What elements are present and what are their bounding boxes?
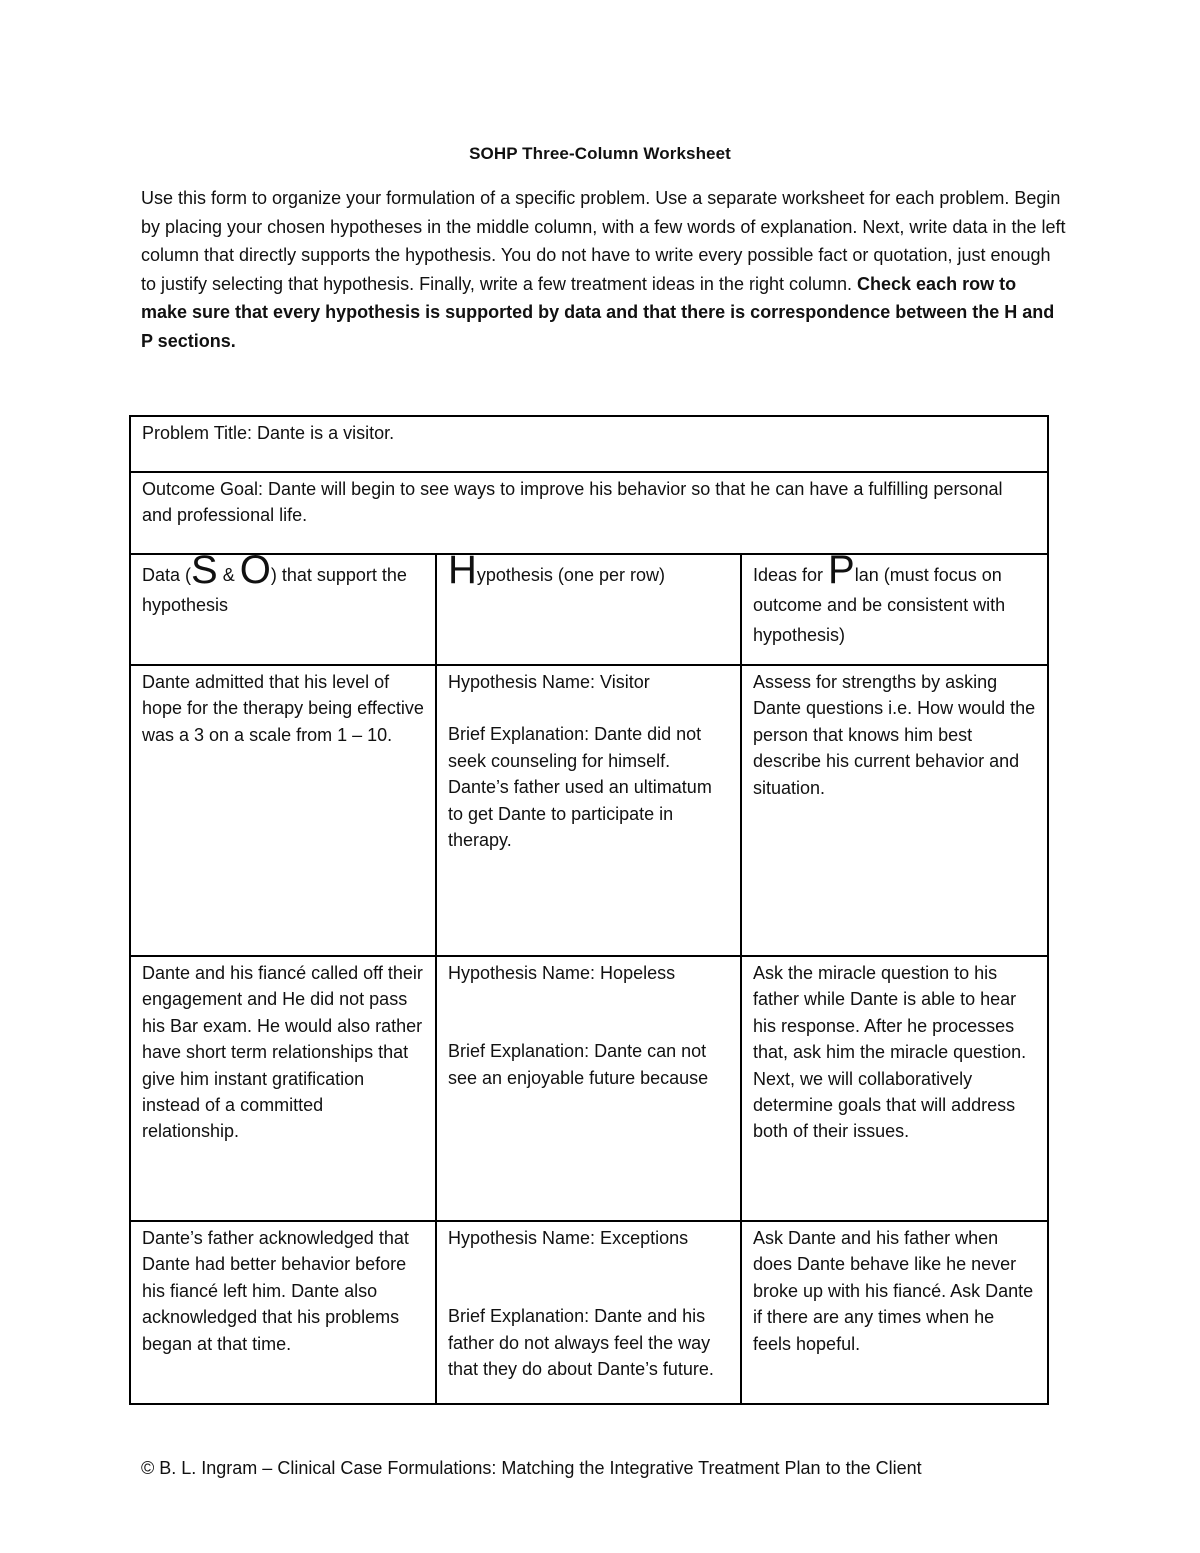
hypothesis-name: Hypothesis Name: Exceptions (448, 1228, 689, 1248)
data-header-prefix: Data ( (142, 565, 192, 585)
outcome-goal-row (130, 472, 1048, 554)
data-text: Dante and his fiancé called off their engagement and He did not pass his Bar exam. He would also rather have short term relationships that give him instant gratification instead of a committed relationship. (142, 963, 423, 1142)
data-text: Dante admitted that his level of hope for the therapy being effective was a 3 on a scale from 1 – 10. (142, 672, 424, 745)
plan-header-prefix: Ideas for (753, 565, 829, 585)
instructions-bold-text: Check each row to make sure that every hypothesis is supported by data and that there is correspondence between the H and P sections. (141, 273, 1055, 351)
plan-text: Ask Dante and his father when does Dante behave like he never broke up with his fiancé. Ask Dante if there are any times when he feels hopeful. (753, 1228, 1034, 1354)
hypothesis-cell (436, 665, 741, 956)
table-row (130, 665, 1048, 956)
hypothesis-header-suffix: ypothesis (one per row) (476, 565, 665, 585)
hypothesis-cell (436, 956, 741, 1221)
plan-cell (741, 665, 1048, 956)
plan-column-header (741, 548, 1048, 665)
letter-o: O (239, 548, 271, 592)
letter-p: P (828, 548, 855, 592)
data-cell (130, 1221, 436, 1404)
plan-cell (741, 1221, 1048, 1404)
plan-cell (741, 956, 1048, 1221)
table-row (130, 1221, 1048, 1404)
problem-title-row (130, 416, 1048, 472)
hypothesis-explanation: Brief Explanation: Dante did not seek counseling for himself. Dante’s father used an ultimatum to get Dante to participate in therapy. (448, 724, 712, 851)
outcome-goal-cell: Outcome Goal: Dante will begin to see ways to improve his behavior so that he can have a fulfilling personal and professional life. (130, 472, 1048, 554)
data-text: Dante’s father acknowledged that Dante had better behavior before his fiancé left him. Dante also acknowledged that his problems began at that time. (142, 1228, 409, 1354)
sohp-worksheet-table (129, 415, 1049, 1405)
hypothesis-name: Hypothesis Name: Visitor (448, 672, 650, 692)
copyright-footer: © B. L. Ingram – Clinical Case Formulations: Matching the Integrative Treatment Plan to the Client (141, 1458, 922, 1478)
page-title: SOHP Three-Column Worksheet (469, 144, 731, 163)
hypothesis-explanation: Brief Explanation: Dante and his father do not always feel the way that they do about Dante’s future. (448, 1306, 714, 1380)
problem-title-cell: Problem Title: Dante is a visitor. (130, 416, 1048, 472)
plan-header-suffix: lan (must focus on outcome and be consistent with hypothesis) (753, 565, 1006, 645)
hypothesis-name: Hypothesis Name: Hopeless (448, 963, 676, 983)
hypothesis-column-header (436, 548, 741, 665)
plan-text: Ask the miracle question to his father while Dante is able to hear his response. After he processes that, ask him the miracle question. Next, we will collaboratively determine goals that will address both of their issues. (753, 963, 1027, 1142)
data-header-amp: & (217, 565, 240, 585)
instructions-text: Use this form to organize your formulation of a specific problem. Use a separate worksheet for each problem. Begin by placing your chosen hypotheses in the middle column, with a few words of explanation. Next, write data in the left column that directly supports the hypothesis. You do not have to write every possible fact or quotation, just enough to justify selecting that hypothesis. Finally, write a few treatment ideas in the right column. (141, 188, 1066, 294)
instructions-paragraph (141, 184, 1066, 356)
data-column-header (130, 548, 436, 665)
column-header-row (130, 554, 1048, 665)
letter-s: S (191, 548, 218, 592)
table-row (130, 956, 1048, 1221)
hypothesis-explanation: Brief Explanation: Dante can not see an enjoyable future because (448, 1041, 709, 1088)
plan-text: Assess for strengths by asking Dante questions i.e. How would the person that knows him best describe his current behavior and situation. (753, 672, 1036, 798)
letter-h: H (448, 548, 477, 592)
data-header-suffix: ) that support the hypothesis (142, 565, 407, 615)
data-cell (130, 665, 436, 956)
data-cell (130, 956, 436, 1221)
hypothesis-cell (436, 1221, 741, 1404)
